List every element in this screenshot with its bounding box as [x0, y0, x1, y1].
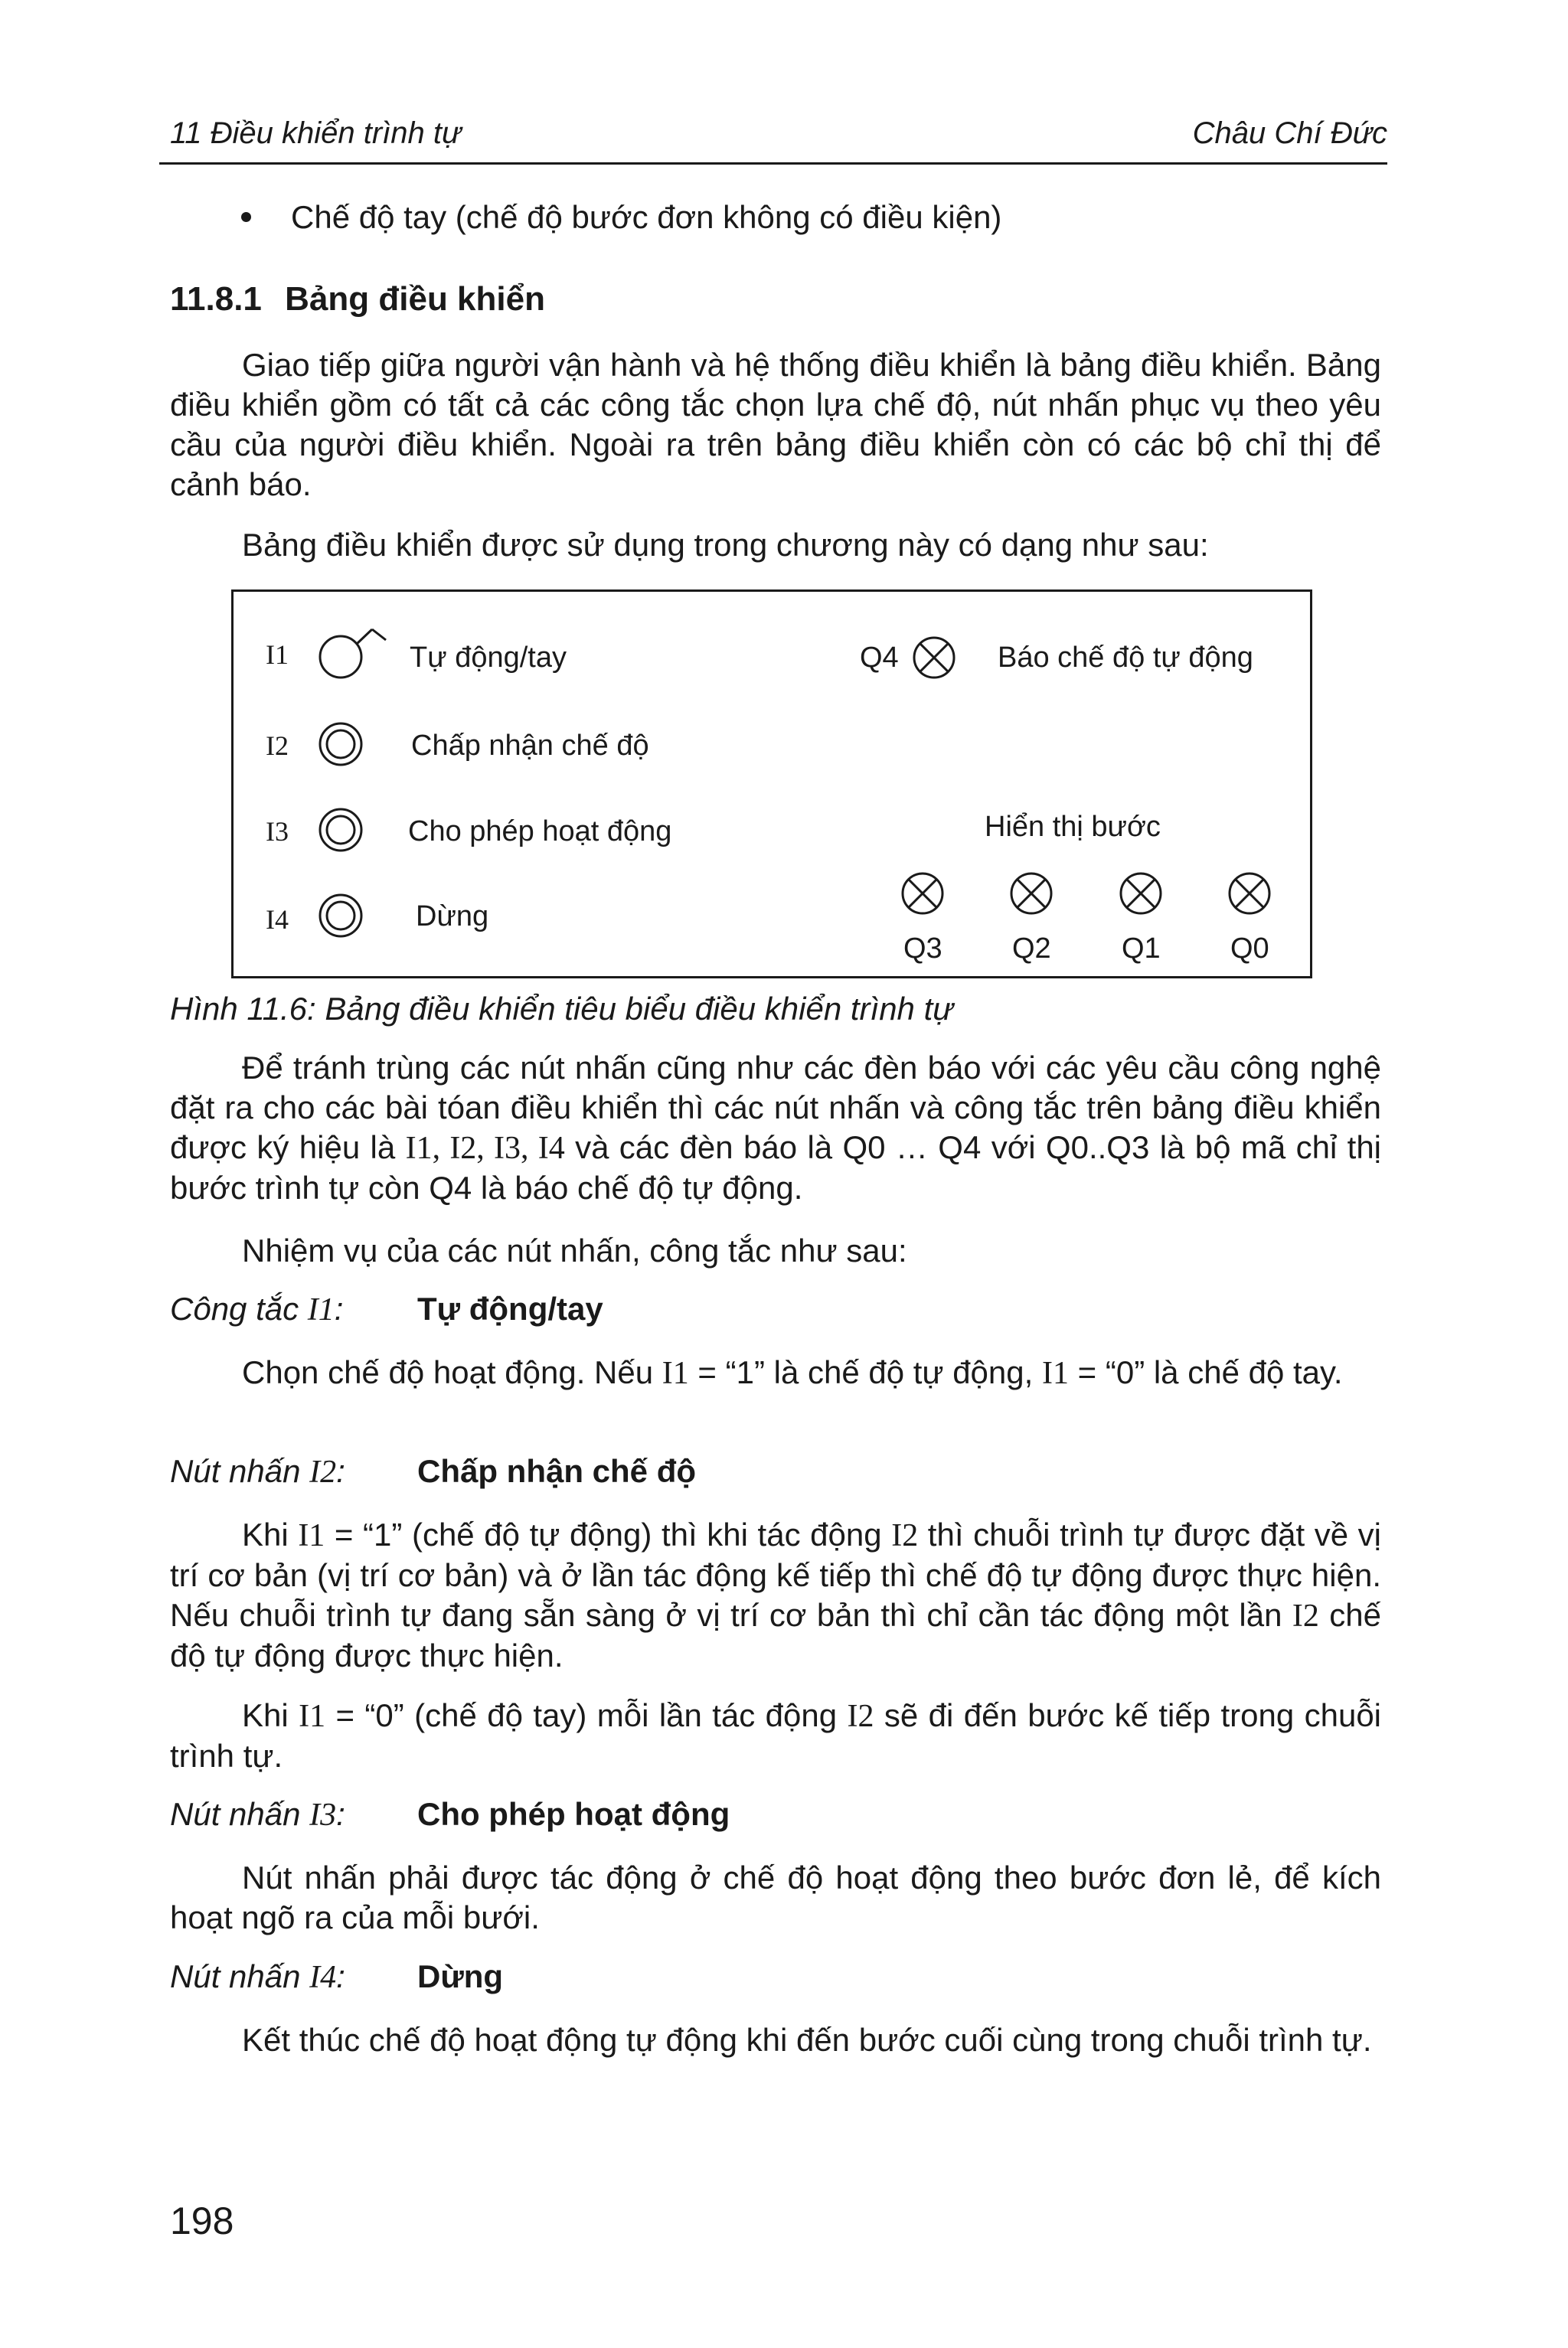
step-lamp-label-q2: Q2	[1012, 932, 1051, 965]
io-tag: I2	[847, 1699, 874, 1734]
io-tag: I1	[299, 1699, 326, 1734]
running-header-chapter: 11 Điều khiển trình tự	[170, 116, 462, 150]
input-id-i2: I2	[266, 730, 289, 761]
io-tag: I2	[1292, 1599, 1319, 1634]
step-display-title: Hiển thị bước	[985, 811, 1161, 843]
input-label-i3: Cho phép hoạt động	[408, 815, 672, 847]
page-number: 198	[170, 2199, 234, 2242]
input-label-i4: Dừng	[416, 900, 489, 932]
paragraph-tasks-intro: Nhiệm vụ của các nút nhấn, công tắc như sau:	[242, 1233, 907, 1269]
item-label-i4	[170, 1958, 345, 1996]
item-kind: Nút nhấn	[170, 1453, 310, 1489]
input-id-i4: I4	[266, 904, 289, 935]
item-paragraph	[170, 1696, 1381, 1776]
item-label-i3	[170, 1796, 345, 1834]
lamp-label-q4: Báo chế độ tự động	[998, 642, 1253, 674]
push-button-icon	[316, 720, 365, 769]
text-run: = “1” là chế độ tự động,	[688, 1354, 1042, 1390]
item-paragraph	[170, 1515, 1381, 1676]
step-lamp-label-q1: Q1	[1122, 932, 1161, 965]
item-kind: Nút nhấn	[170, 1958, 310, 1994]
section-title: Bảng điều khiển	[285, 280, 545, 318]
item-io: I2	[309, 1455, 337, 1490]
item-colon: :	[336, 1958, 345, 1994]
item-name-i3: Cho phép hoạt động	[417, 1796, 730, 1832]
indicator-lamp-icon	[1226, 870, 1273, 917]
item-io: I1	[307, 1292, 335, 1327]
io-tag: I2	[891, 1518, 919, 1553]
indicator-lamp-icon	[1008, 870, 1055, 917]
indicator-lamp-icon	[899, 870, 946, 917]
text-run: Nút nhấn phải được tác động ở chế độ hoạt động theo bước đơn lẻ, để kích hoạt ngõ ra của mỗi bưới.	[170, 1860, 1381, 1935]
text-run: = “1” (chế độ tự động) thì khi tác động	[325, 1517, 892, 1553]
push-button-icon	[316, 805, 365, 854]
section-heading	[170, 280, 545, 318]
item-label-i1	[170, 1291, 343, 1328]
item-kind: Công tắc	[170, 1291, 308, 1327]
text-run: thì chuỗi trình tự được đặt về vị trí cơ bản (vị trí cơ bản) và ở lần tác động kế tiếp thì chế độ tự động được thực hiện. Nếu chuỗi trình tự đang sẵn sàng ở vị trí cơ bản thì chỉ cần tác động một lần	[170, 1517, 1381, 1633]
item-name-i2: Chấp nhận chế độ	[417, 1453, 697, 1489]
item-label-i2	[170, 1453, 345, 1491]
text-run: Khi	[242, 1517, 299, 1553]
io-tag: I1	[1041, 1356, 1069, 1391]
item-name-i1: Tự động/tay	[417, 1291, 603, 1327]
text-run: = “0” (chế độ tay) mỗi lần tác động	[325, 1697, 848, 1733]
text-run: = “0” là chế độ tay.	[1068, 1354, 1343, 1390]
item-paragraph	[170, 1353, 1381, 1393]
header-rule	[159, 162, 1387, 165]
step-lamp-label-q3: Q3	[903, 932, 942, 965]
item-colon: :	[334, 1291, 344, 1327]
item-paragraph	[170, 1858, 1381, 1938]
indicator-lamp-icon	[910, 634, 958, 681]
bullet-dot-icon	[241, 212, 251, 222]
item-io: I3	[309, 1798, 337, 1833]
input-id-i3: I3	[266, 816, 289, 847]
paragraph-symbols-part-b: và các đèn báo là Q0 … Q4 với Q0..Q3 là bộ mã chỉ thị bước trình tự còn Q4 là báo chế độ tự động.	[170, 1129, 1382, 1206]
step-lamp-label-q0: Q0	[1230, 932, 1269, 965]
text-run: Kết thúc chế độ hoạt động tự động khi đến bước cuối cùng trong chuỗi trình tự.	[242, 2022, 1372, 2058]
running-header-author: Châu Chí Đức	[1192, 116, 1387, 150]
paragraph-symbols-io-list: I1, I2, I3, I4	[405, 1131, 565, 1166]
lamp-id-q4: Q4	[860, 642, 899, 674]
input-label-i2: Chấp nhận chế độ	[411, 730, 649, 762]
paragraph-symbols	[170, 1048, 1381, 1208]
item-name-i4: Dừng	[417, 1958, 504, 1994]
io-tag: I1	[298, 1518, 325, 1553]
text-run: chế độ tự động được thực hiện.	[170, 1597, 1382, 1674]
text-run: Khi	[242, 1697, 299, 1733]
input-id-i1: I1	[266, 639, 289, 670]
input-label-i1: Tự động/tay	[410, 642, 567, 674]
item-kind: Nút nhấn	[170, 1796, 310, 1832]
bullet-text: Chế độ tay (chế độ bước đơn không có điều kiện)	[291, 199, 1002, 235]
section-number: 11.8.1	[170, 280, 262, 318]
figure-caption: Hình 11.6: Bảng điều khiển tiêu biểu điều khiển trình tự	[170, 991, 953, 1027]
paragraph-intro: Giao tiếp giữa người vận hành và hệ thống điều khiển là bảng điều khiển. Bảng điều khiển gồm có tất cả các công tắc chọn lựa chế độ, nút nhấn phục vụ theo yêu cầu của người điều khiển. Ngoài ra trên bảng điều khiển còn có các bộ chỉ thị để cảnh báo.	[170, 347, 1381, 502]
text-run: Chọn chế độ hoạt động. Nếu	[242, 1354, 662, 1390]
item-colon: :	[336, 1796, 345, 1832]
paragraph-symbols-part-a: Để tránh trùng các nút nhấn cũng như các đèn báo với các yêu cầu công nghệ đặt ra cho các bài tóan điều khiển thì các nút nhấn và công tắc trên bảng điều khiển được ký hiệu là	[170, 1050, 1381, 1165]
selector-switch-icon	[306, 605, 398, 689]
push-button-icon	[316, 891, 365, 940]
item-io: I4	[309, 1960, 337, 1995]
indicator-lamp-icon	[1117, 870, 1165, 917]
item-colon: :	[336, 1453, 345, 1489]
io-tag: I1	[662, 1356, 689, 1391]
text-run: sẽ đi đến bước kế tiếp trong chuỗi trình tự.	[170, 1697, 1382, 1774]
paragraph-panel-intro: Bảng điều khiển được sử dụng trong chương này có dạng như sau:	[242, 527, 1209, 563]
item-paragraph	[170, 2020, 1381, 2060]
